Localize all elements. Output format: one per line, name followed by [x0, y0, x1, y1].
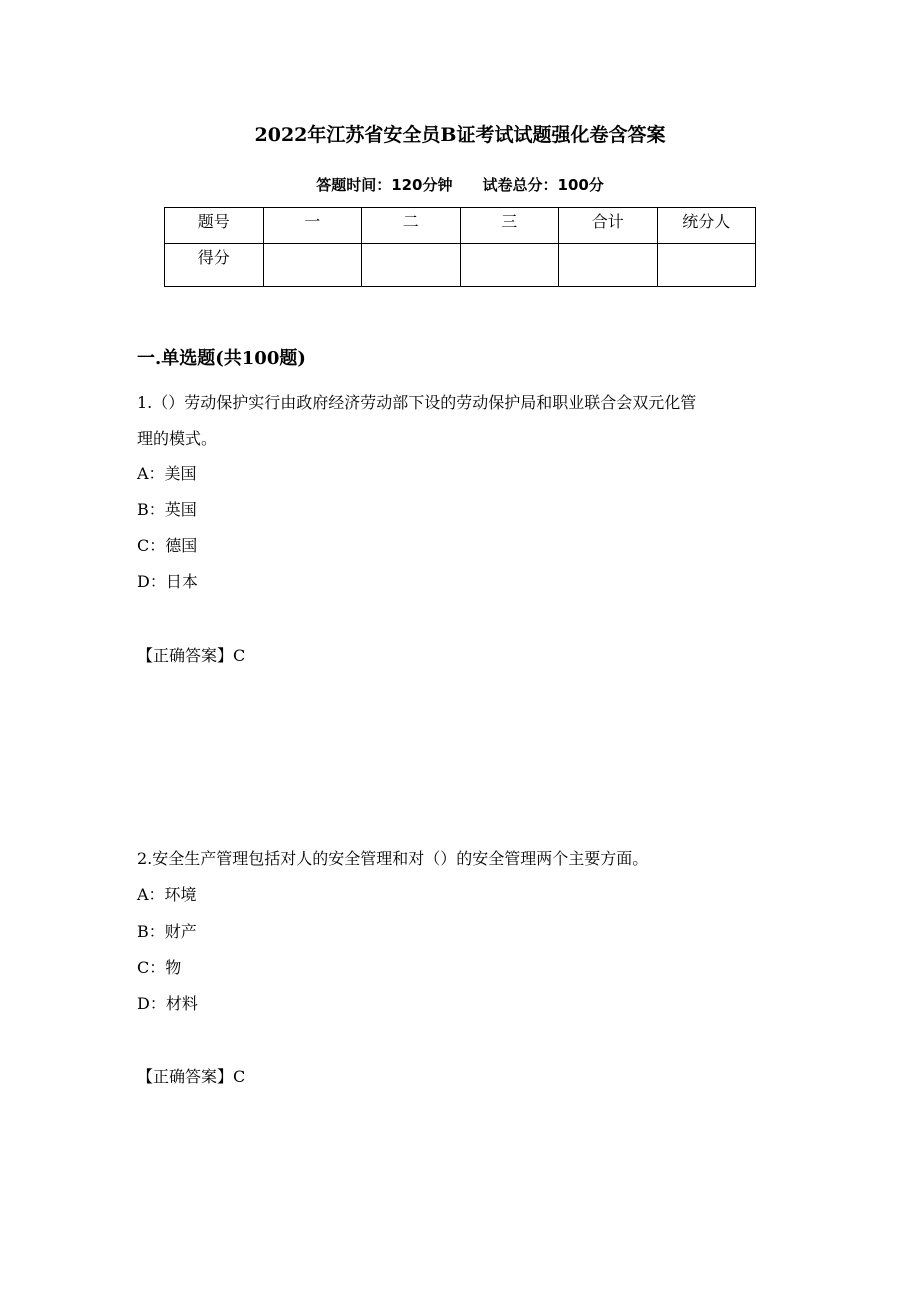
- header-cell-part-1: 一: [263, 208, 362, 244]
- header-cell-total: 合计: [559, 208, 658, 244]
- score-cell-part-1: [263, 244, 362, 287]
- question-1-option-b: B：英国: [137, 500, 197, 519]
- header-cell-part-3: 三: [460, 208, 559, 244]
- score-table: [164, 207, 756, 287]
- question-1-option-c: C：德国: [137, 536, 198, 555]
- score-cell-scorer: [657, 244, 756, 287]
- header-cell-question-number: 题号: [165, 208, 264, 244]
- question-2-option-a: A：环境: [137, 885, 197, 904]
- exam-time: 答题时间：120分钟: [316, 176, 453, 194]
- score-cell-total: [559, 244, 658, 287]
- header-cell-scorer: 统分人: [657, 208, 756, 244]
- total-score: 试卷总分：100分: [482, 176, 604, 194]
- question-2-answer: 【正确答案】C: [137, 1067, 246, 1086]
- question-1-answer: 【正确答案】C: [137, 646, 246, 665]
- row-label-score: 得分: [165, 244, 264, 287]
- question-2-option-c: C：物: [137, 958, 182, 977]
- question-2-option-b: B：财产: [137, 922, 197, 941]
- question-1-stem-line-2: 理的模式。: [137, 429, 218, 448]
- question-1-option-d: D：日本: [137, 572, 198, 591]
- document-title: 2022年江苏省安全员B证考试试题强化卷含答案: [254, 124, 666, 146]
- score-table-score-row: [165, 244, 756, 287]
- question-1-stem-line-1: 1.（）劳动保护实行由政府经济劳动部下设的劳动保护局和职业联合会双元化管: [137, 393, 697, 412]
- question-2-option-d: D：材料: [137, 994, 198, 1013]
- score-cell-part-2: [362, 244, 461, 287]
- score-cell-part-3: [460, 244, 559, 287]
- score-table-header-row: [165, 208, 756, 244]
- question-1-option-a: A：美国: [137, 464, 197, 483]
- section-heading: 一.单选题(共100题): [137, 348, 306, 369]
- question-2-stem-line-1: 2.安全生产管理包括对人的安全管理和对（）的安全管理两个主要方面。: [137, 849, 649, 868]
- header-cell-part-2: 二: [362, 208, 461, 244]
- exam-info: [0, 172, 920, 198]
